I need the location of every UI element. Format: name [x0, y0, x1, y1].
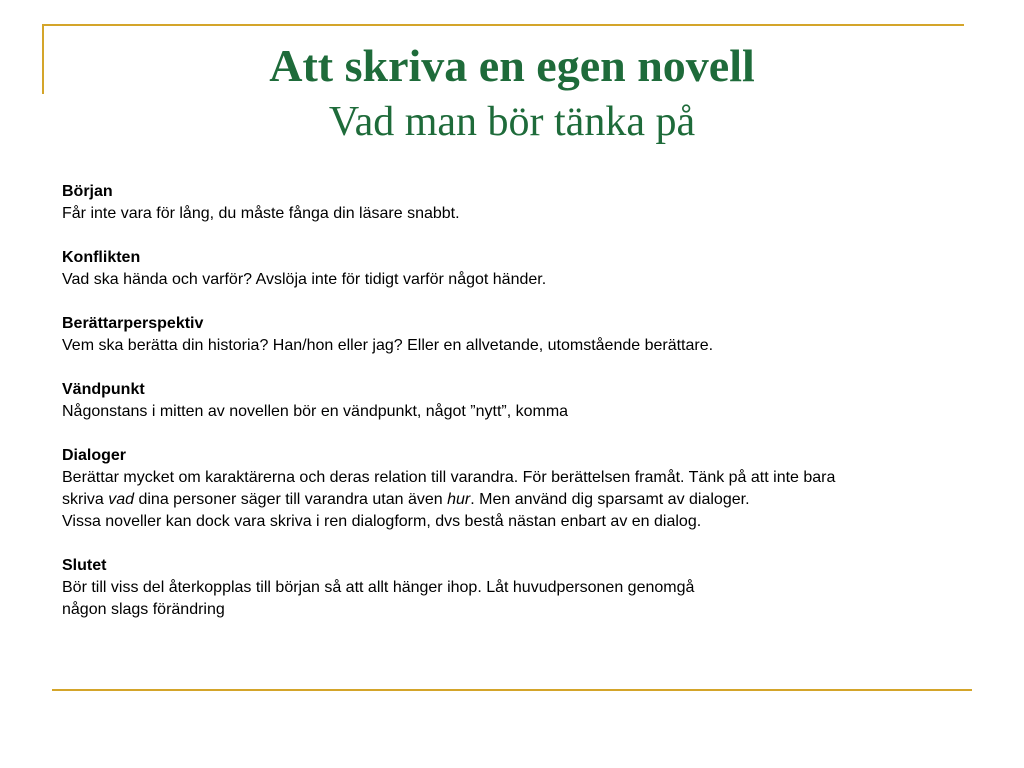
section-slutet [62, 555, 972, 621]
section-text: Får inte vara för lång, du måste fånga din läsare snabbt. [62, 205, 460, 222]
section-text: Vissa noveller kan dock vara skriva i ren dialogform, dvs bestå nästan enbart av en dialog. [62, 513, 702, 530]
section-text: Bör till viss del återkopplas till början så att allt hänger ihop. Låt huvudpersonen genomgå [62, 579, 695, 596]
section-text: Vem ska berätta din historia? Han/hon eller jag? Eller en allvetande, utomstående berättare. [62, 337, 714, 354]
section-text: någon slags förändring [62, 601, 225, 618]
top-border-line [42, 24, 964, 26]
slide-title: Att skriva en egen novell [269, 40, 755, 91]
section-text: Vad ska hända och varför? Avslöja inte för tidigt varför något händer. [62, 271, 547, 288]
section-heading: Berättarperspektiv [62, 315, 204, 332]
text-fragment: . Men använd dig sparsamt av dialoger. [470, 491, 750, 508]
text-fragment: dina personer säger till varandra utan även [134, 491, 448, 508]
section-heading: Vändpunkt [62, 381, 145, 398]
emphasis-vad: vad [108, 491, 135, 508]
slide-subtitle: Vad man bör tänka på [328, 99, 696, 145]
section-text-emphasis-line [62, 489, 972, 511]
bottom-border-line [52, 689, 972, 691]
text-fragment: skriva [62, 491, 109, 508]
emphasis-hur: hur [447, 491, 471, 508]
section-vandpunkt [62, 379, 972, 423]
section-konflikten [62, 247, 972, 291]
section-heading: Konflikten [62, 249, 141, 266]
section-heading: Början [62, 183, 113, 200]
section-dialoger [62, 445, 972, 533]
section-text: Någonstans i mitten av novellen bör en vändpunkt, något ”nytt”, komma [62, 403, 569, 420]
title-block [0, 38, 1024, 148]
section-heading: Slutet [62, 557, 107, 574]
section-heading: Dialoger [62, 447, 127, 464]
section-text: Berättar mycket om karaktärerna och deras relation till varandra. För berättelsen framåt. Tänk på att inte bara [62, 469, 836, 486]
section-borjan [62, 181, 972, 225]
section-berattarperspektiv [62, 313, 972, 357]
content-body [62, 181, 972, 643]
